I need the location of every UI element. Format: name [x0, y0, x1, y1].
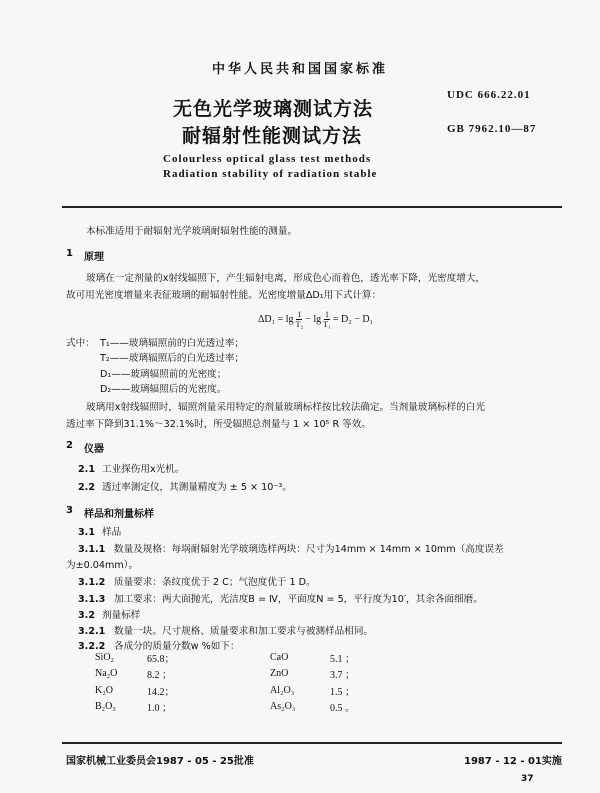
section-1-title: 原理 — [84, 252, 104, 263]
clause-3-1-2-number: 3.1.2 — [78, 577, 106, 588]
clause-3-2-number: 3.2 — [78, 610, 95, 621]
item-2-1-number: 2.1 — [78, 464, 95, 475]
oxide-name: ZnO — [270, 668, 289, 680]
formula-denominator-t2: T₂ — [295, 320, 304, 329]
oxide-name: CaO — [270, 651, 289, 663]
table-row — [95, 699, 355, 716]
table-row — [95, 682, 355, 699]
definition-t1: T₁——玻璃辐照前的白光透过率； — [100, 338, 245, 349]
composition-table — [95, 649, 355, 715]
formula-denominator-t1: T₁ — [323, 320, 331, 329]
oxide-value: 5.1 ； — [330, 653, 355, 665]
where-label: 式中： — [66, 338, 95, 349]
clause-3-1-3-text: 加工要求：两大面抛光，光洁度B = Ⅳ，平面度N = 5，平行度为10′，其余各面细磨。 — [114, 594, 483, 605]
oxide-value: 65.8； — [147, 653, 175, 665]
definition-d1: D₁——玻璃辐照前的光密度； — [100, 369, 227, 380]
oxide-value: 14.2； — [147, 686, 175, 698]
oxide-name: B₂O₃ — [95, 701, 116, 713]
gb-code: GB 7962.10—87 — [447, 123, 537, 135]
oxide-name: Na₂O — [95, 668, 118, 680]
header-rule — [62, 206, 562, 208]
clause-3-2-2-text: 各成分的质量分数w %如下： — [114, 641, 240, 652]
oxide-value: 0.5 。 — [330, 703, 355, 715]
formula-minus: − lg — [305, 314, 322, 325]
item-2-1-text: 工业探伤用x光机。 — [102, 464, 185, 475]
principle-para-1a: 玻璃在一定剂量的x射线辐照下，产生辐射电离，形成色心而着色，透光率下降，光密度增大， — [86, 273, 486, 284]
section-1-number: 1 — [66, 248, 73, 259]
item-2-2-text: 透过率测定仪，其测量精度为 ± 5 × 10⁻³。 — [102, 482, 292, 493]
clause-3-1-2-text: 质量要求：条纹度优于 2 C；气泡度优于 1 D。 — [114, 577, 316, 588]
issuing-authority: 中华人民共和国国家标准 — [212, 62, 389, 77]
oxide-value: 8.2 ； — [147, 670, 172, 682]
formula-fraction-t2 — [296, 310, 304, 329]
definition-t2: T₂——玻璃辐照后的白光透过率； — [100, 353, 245, 364]
clause-3-1-title: 样品 — [102, 527, 122, 538]
clause-3-1-3-number: 3.1.3 — [78, 594, 106, 605]
principle-para-2a: 玻璃用x射线辐照时，辐照剂量采用特定的剂量玻璃标样按比较法确定。当剂量玻璃标样的白光 — [86, 402, 486, 413]
page-number: 37 — [521, 774, 534, 784]
formula-numerator: 1 — [297, 310, 302, 319]
section-3-number: 3 — [66, 505, 73, 516]
density-formula — [258, 310, 373, 329]
title-zh-line1: 无色光学玻璃测试方法 — [173, 98, 374, 120]
item-2-2-number: 2.2 — [78, 482, 95, 493]
oxide-value: 3.7 ； — [330, 670, 355, 682]
formula-numerator-2: 1 — [325, 310, 330, 319]
footer-rule — [62, 742, 562, 744]
section-2-title: 仪器 — [84, 444, 104, 455]
approval-date: 国家机械工业委员会1987 - 05 - 25批准 — [66, 756, 254, 767]
table-row — [95, 666, 355, 683]
title-en-line1: Colourless optical glass test methods — [163, 153, 372, 165]
clause-3-1-1-number: 3.1.1 — [78, 544, 106, 555]
formula-lhs: ΔD₁ = lg — [258, 314, 294, 325]
definition-d2: D₂——玻璃辐照后的光密度。 — [100, 384, 227, 395]
oxide-name: Al₂O₃ — [270, 684, 295, 696]
section-3-title: 样品和剂量标样 — [84, 509, 154, 520]
scope-statement: 本标准适用于耐辐射光学玻璃耐辐射性能的测量。 — [86, 226, 298, 237]
oxide-value: 1.5 ； — [330, 686, 355, 698]
title-en-line2: Radiation stability of radiation stable — [163, 168, 378, 180]
oxide-name: SiO₂ — [95, 651, 115, 663]
oxide-name: As₂O₃ — [270, 701, 296, 713]
formula-rhs: = D₂ − D₁ — [332, 314, 374, 325]
oxide-value: 1.0 ； — [147, 703, 172, 715]
table-row — [95, 649, 355, 666]
udc-code: UDC 666.22.01 — [447, 89, 531, 101]
clause-3-2-2-number: 3.2.2 — [78, 641, 106, 652]
principle-para-2b: 透过率下降到31.1%～32.1%时，所受辐照总剂量与 1 × 10⁵ R 等效。 — [66, 419, 371, 430]
formula-fraction-t1 — [323, 310, 331, 329]
clause-3-1-number: 3.1 — [78, 527, 95, 538]
clause-3-1-1-cont: 为±0.04mm）。 — [66, 560, 139, 571]
principle-para-1b: 故可用光密度增量来表征玻璃的耐辐射性能。光密度增量ΔD₁用下式计算： — [66, 290, 382, 301]
clause-3-2-title: 剂量标样 — [102, 610, 141, 621]
clause-3-2-1-number: 3.2.1 — [78, 626, 106, 637]
clause-3-1-1-text: 数量及规格：每埚耐辐射光学玻璃选样两块：尺寸为14mm × 14mm × 10mm（高度误差 — [114, 544, 504, 555]
title-zh-line2: 耐辐射性能测试方法 — [182, 125, 363, 147]
oxide-name: K₂O — [95, 684, 113, 696]
effective-date: 1987 - 12 - 01实施 — [464, 756, 562, 767]
section-2-number: 2 — [66, 440, 73, 451]
clause-3-2-1-text: 数量一块。尺寸规格、质量要求和加工要求与被测样品相同。 — [114, 626, 374, 637]
